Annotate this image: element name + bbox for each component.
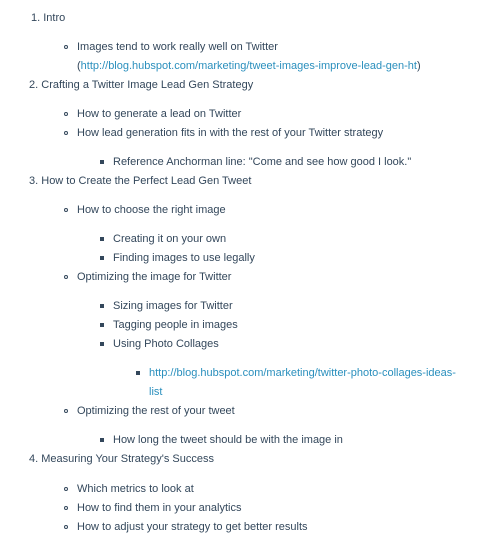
hollow-circle-bullet-icon <box>64 208 68 212</box>
list-item: Finding images to use legally <box>113 252 255 264</box>
paren-open: ( <box>77 60 81 72</box>
hollow-circle-bullet-icon <box>64 45 68 49</box>
section-title: Intro <box>43 12 66 24</box>
section-title: How to Create the Perfect Lead Gen Tweet <box>41 175 252 187</box>
list-item: How to choose the right image <box>77 204 226 216</box>
photo-collages-article-link-continued[interactable]: list <box>149 386 163 398</box>
square-bullet-icon <box>100 438 104 442</box>
list-item: How to find them in your analytics <box>77 502 242 514</box>
list-item: How lead generation fits in with the rest of your Twitter strategy <box>77 127 384 139</box>
list-item: Which metrics to look at <box>77 483 194 495</box>
list-item: Optimizing the rest of your tweet <box>77 405 235 417</box>
square-bullet-icon <box>100 304 104 308</box>
list-item: Sizing images for Twitter <box>113 300 233 312</box>
list-item: Using Photo Collages <box>113 338 219 350</box>
list-item: How long the tweet should be with the image in <box>113 434 343 446</box>
section-number: 4. <box>29 453 39 465</box>
hollow-circle-bullet-icon <box>64 409 68 413</box>
square-bullet-icon <box>136 371 140 375</box>
section-number: 3. <box>29 175 39 187</box>
list-item: Creating it on your own <box>113 233 227 245</box>
hollow-circle-bullet-icon <box>64 525 68 529</box>
list-item: How to adjust your strategy to get better results <box>77 521 308 533</box>
list-item: Reference Anchorman line: "Come and see how good I look." <box>113 156 412 168</box>
photo-collages-article-link[interactable]: http://blog.hubspot.com/marketing/twitter-photo-collages-ideas- <box>149 367 456 379</box>
section-title: Crafting a Twitter Image Lead Gen Strategy <box>41 79 254 91</box>
square-bullet-icon <box>100 237 104 241</box>
hollow-circle-bullet-icon <box>64 506 68 510</box>
hollow-circle-bullet-icon <box>64 112 68 116</box>
list-item: How to generate a lead on Twitter <box>77 108 242 120</box>
section-2-heading <box>29 78 253 93</box>
hollow-circle-bullet-icon <box>64 131 68 135</box>
square-bullet-icon <box>100 342 104 346</box>
square-bullet-icon <box>100 256 104 260</box>
section-4-heading <box>29 452 214 467</box>
list-item: Tagging people in images <box>113 319 238 331</box>
list-item: Optimizing the image for Twitter <box>77 271 232 283</box>
section-1-heading <box>31 11 65 26</box>
section-number: 1. <box>31 12 41 24</box>
square-bullet-icon <box>100 323 104 327</box>
paren-close: ) <box>416 60 421 72</box>
tweet-images-article-link[interactable]: http://blog.hubspot.com/marketing/tweet-images-improve-lead-gen-ht <box>80 60 417 72</box>
section-title: Measuring Your Strategy's Success <box>41 453 214 465</box>
square-bullet-icon <box>100 160 104 164</box>
hollow-circle-bullet-icon <box>64 487 68 491</box>
list-item-link-line <box>77 59 421 74</box>
section-number: 2. <box>29 79 39 91</box>
list-item: Images tend to work really well on Twitter <box>77 41 278 53</box>
section-3-heading <box>29 174 251 189</box>
hollow-circle-bullet-icon <box>64 275 68 279</box>
